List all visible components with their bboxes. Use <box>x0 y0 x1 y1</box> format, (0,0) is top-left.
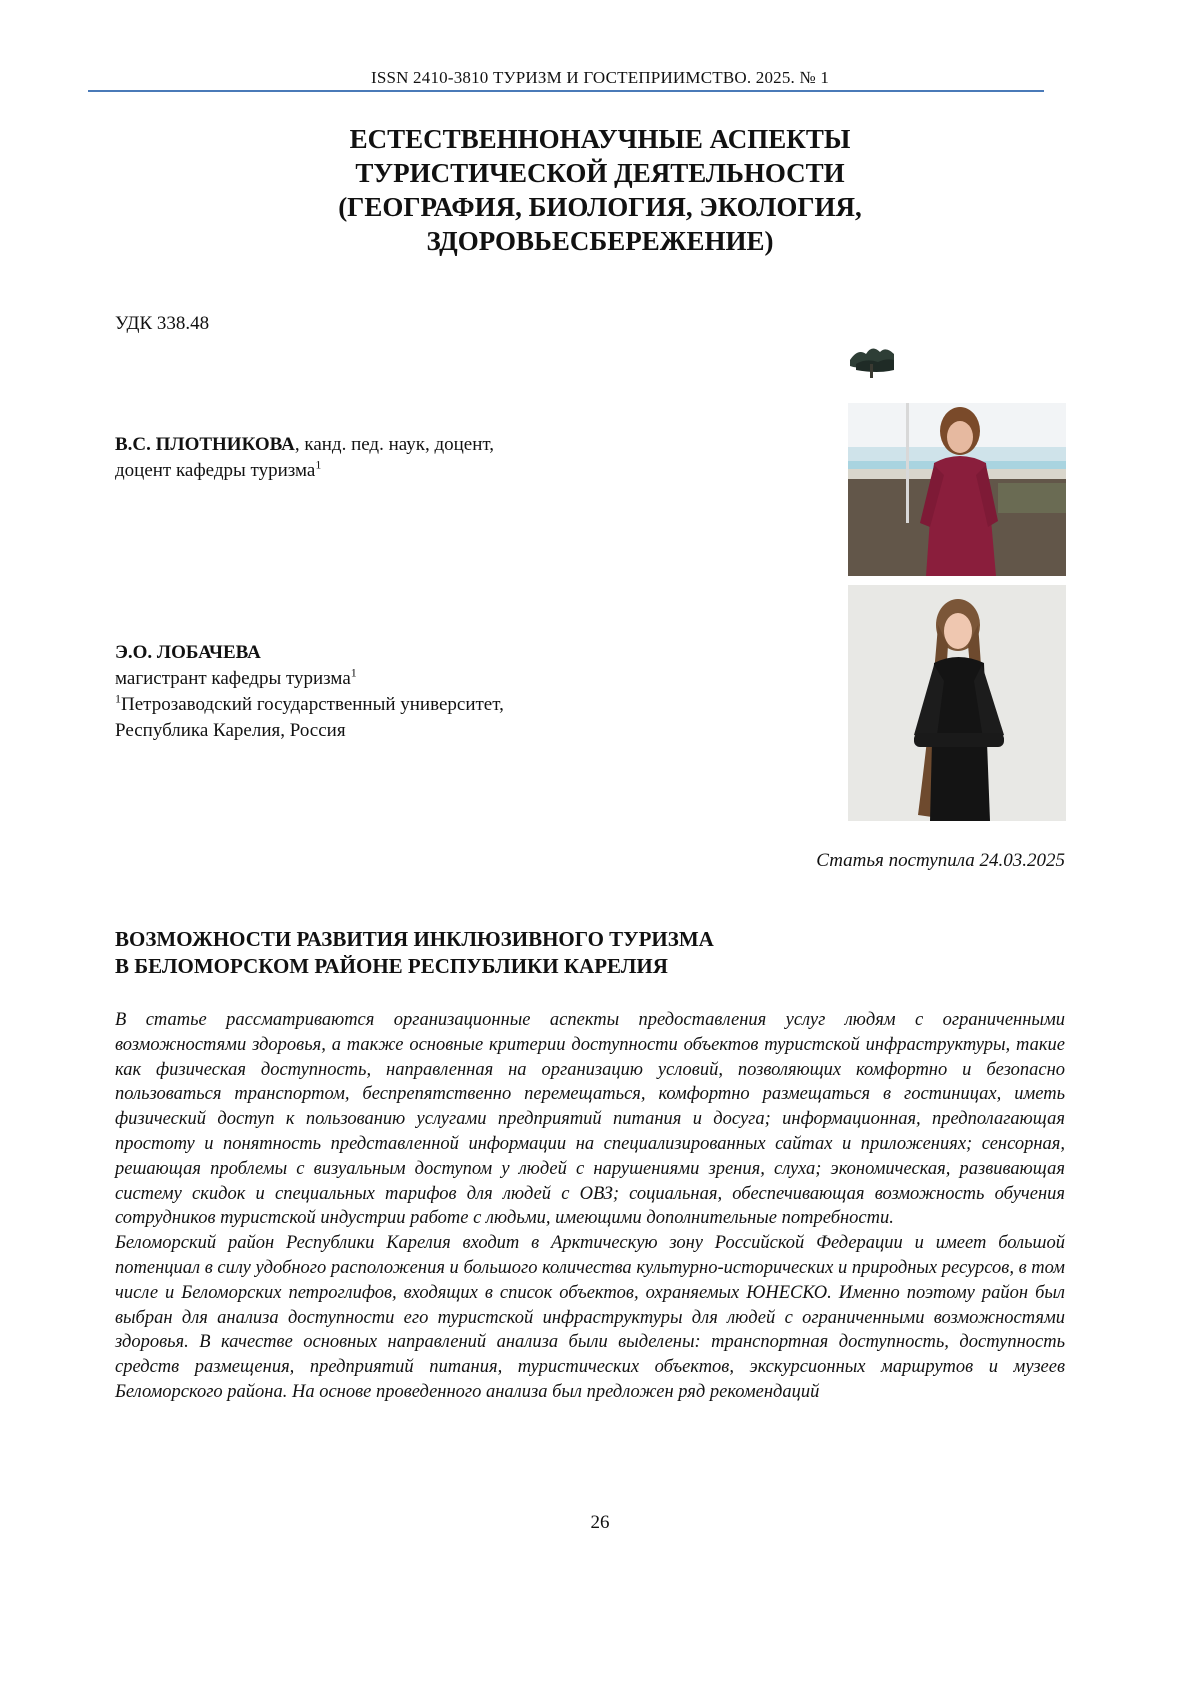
author-degree: , канд. пед. наук, доцент, <box>295 434 494 455</box>
udk-code: УДК 338.48 <box>115 313 209 335</box>
affiliation-region: Республика Карелия, Россия <box>115 718 504 744</box>
affiliation-university: Петрозаводский государственный университет, <box>121 694 504 715</box>
author-block-1 <box>115 432 494 484</box>
photo-fragment <box>848 340 896 378</box>
affiliation-marker: 1 <box>351 666 357 680</box>
author-position <box>115 666 504 692</box>
running-header: ISSN 2410-3810 ТУРИЗМ И ГОСТЕПРИИМСТВО. 2025. № 1 <box>0 68 1200 88</box>
article-title-line: В БЕЛОМОРСКОМ РАЙОНЕ РЕСПУБЛИКИ КАРЕЛИЯ <box>115 953 1015 980</box>
abstract-paragraph: В статье рассматриваются организационные аспекты предоставления услуг людям с ограниченными возможностями здоровья, а также основные критерии доступности объектов туристской инфраструктуры, такие как физическая доступность, направленная на организацию условий, позволяющих комфортно и безопасно пользоваться транспортом, беспрепятственно перемещаться, комфортно размещаться в гостиницах, иметь физический доступ к пользованию услугами предприятий питания и досуга; информационная, предполагающая простоту и понятность представленной информации на специализированных сайтах и приложениях; сенсорная, решающая проблемы с визуальным доступом у людей с нарушениями зрения, слуха; экономическая, развивающая систему скидок и специальных тарифов для людей с ОВЗ; социальная, обеспечивающая возможность обучения сотрудников туристской индустрии работе с людьми, имеющими дополнительные потребности. <box>115 1008 1065 1231</box>
author-position-text: доцент кафедры туризма <box>115 460 315 481</box>
affiliation-marker: 1 <box>115 692 121 706</box>
section-title-line: ЗДОРОВЬЕСБЕРЕЖЕНИЕ) <box>250 224 950 258</box>
section-title-line: ТУРИСТИЧЕСКОЙ ДЕЯТЕЛЬНОСТИ <box>250 156 950 190</box>
section-title <box>250 122 950 258</box>
affiliation <box>115 692 504 718</box>
author-photo-2 <box>848 585 1066 821</box>
affiliation-marker: 1 <box>315 458 321 472</box>
author-name: Э.О. ЛОБАЧЕВА <box>115 640 504 666</box>
received-date: Статья поступила 24.03.2025 <box>600 850 1065 872</box>
abstract <box>115 1008 1065 1405</box>
author-name: В.С. ПЛОТНИКОВА <box>115 434 295 455</box>
article-title-line: ВОЗМОЖНОСТИ РАЗВИТИЯ ИНКЛЮЗИВНОГО ТУРИЗМА <box>115 926 1015 953</box>
section-title-line: (ГЕОГРАФИЯ, БИОЛОГИЯ, ЭКОЛОГИЯ, <box>250 190 950 224</box>
author-position-text: магистрант кафедры туризма <box>115 668 351 689</box>
author-position <box>115 458 494 484</box>
page-number: 26 <box>0 1512 1200 1534</box>
author-block-2 <box>115 640 504 744</box>
abstract-paragraph: Беломорский район Республики Карелия входит в Арктическую зону Российской Федерации и имеет большой потенциал в силу удобного расположения и большого количества культурно-исторических и природных ресурсов, в том числе и Беломорских петроглифов, входящих в список объектов, охраняемых ЮНЕСКО. Именно поэтому район был выбран для анализа доступности его туристской инфраструктуры для людей с ограниченными возможностями здоровья. В качестве основных направлений анализа были выделены: транспортная доступность, доступность средств размещения, предприятий питания, туристических объектов, экскурсионных маршрутов и музеев Беломорского района. На основе проведенного анализа был предложен ряд рекомендаций <box>115 1231 1065 1405</box>
section-title-line: ЕСТЕСТВЕННОНАУЧНЫЕ АСПЕКТЫ <box>250 122 950 156</box>
author-photo-1 <box>848 403 1066 576</box>
header-rule <box>88 90 1044 92</box>
author-line <box>115 432 494 458</box>
article-title <box>115 926 1015 980</box>
